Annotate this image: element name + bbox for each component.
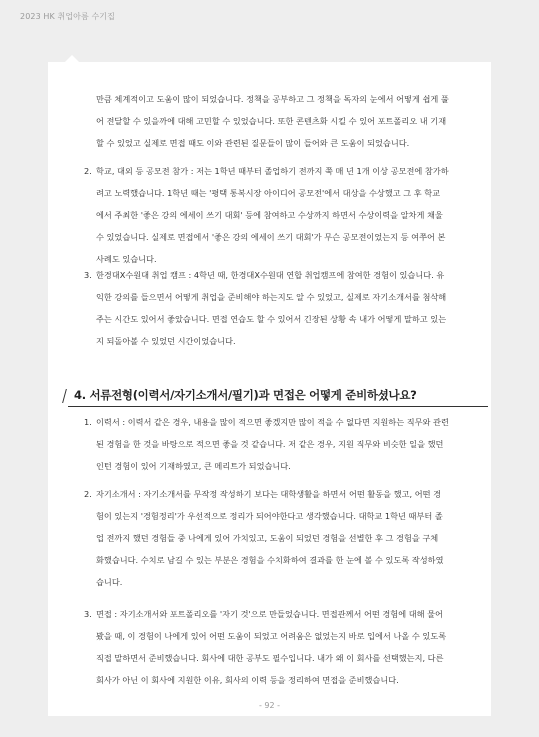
list-line: 된 경험을 한 것을 바탕으로 적으면 좋을 것 같습니다. 저 같은 경우, 지원 직무와 비슷한 일을 했던 (96, 439, 444, 449)
list-line: 인턴 경험이 있어 기재하였고, 큰 메리트가 되었습니다. (96, 461, 291, 471)
heading-underline (68, 406, 488, 407)
list-number: 2. (84, 489, 92, 499)
paragraph-line: 만큼 체계적이고 도움이 많이 되었습니다. 정책을 공부하고 그 정책을 독자의 눈에서 어떻게 쉽게 풀 (96, 94, 449, 104)
list-number: 3. (84, 609, 92, 619)
paragraph-line: 어 전달할 수 있을까에 대해 고민할 수 있었습니다. 또한 콘텐츠화 시킬 수 있어 포트폴리오 내 기재 (96, 116, 447, 126)
list-line: 학교, 대외 등 공모전 참가 : 저는 1학년 때부터 졸업하기 전까지 쭉 매 년 1개 이상 공모전에 참가하 (96, 166, 449, 176)
list-line: 지 되돌아볼 수 있었던 시간이었습니다. (96, 336, 236, 346)
list-line: 수 있었습니다. 실제로 면접에서 '좋은 강의 에세이 쓰기 대회'가 무슨 공모전이었는지 등 여쭈어 본 (96, 232, 446, 242)
list-line: 려고 노력했습니다. 1학년 때는 '평택 통복시장 아이디어 공모전'에서 대상을 수상했고 그 후 학교 (96, 188, 441, 198)
list-line: 이력서 : 이력서 같은 경우, 내용을 많이 적으면 좋겠지만 많이 적을 수 없다면 지원하는 직무와 관련 (96, 417, 449, 427)
list-line: 사례도 있습니다. (96, 254, 157, 264)
list-line: 험이 있는지 '경험정리'가 우선적으로 정리가 되어야한다고 생각했습니다. 대학교 1학년 때부터 졸 (96, 511, 443, 521)
paragraph-line: 할 수 있었고 실제로 면접 때도 이와 관련된 질문들이 많이 들어와 큰 도움이 되었습니다. (96, 138, 410, 148)
question-title: 4. 서류전형(이력서/자기소개서/필기)과 면접은 어떻게 준비하셨나요? (74, 388, 417, 402)
list-line: 면접 : 자기소개서와 포트폴리오를 '자기 것'으로 만들었습니다. 면접관께서 어떤 경험에 대해 물어 (96, 609, 443, 619)
list-line: 업 전까지 했던 경험들 중 나에게 있어 가치있고, 도움이 되었던 경험을 선별한 후 그 경험을 구체 (96, 533, 439, 543)
list-line: 습니다. (96, 577, 123, 587)
list-line: 한경대X수원대 취업 캠프 : 4학년 때, 한경대X수원대 연합 취업캠프에 참여한 경험이 있습니다. 유 (96, 270, 445, 280)
list-line: 에서 주최한 '좋은 강의 에세이 쓰기 대회' 등에 참여하고 수상까지 하면서 수상이력을 알차게 채울 (96, 210, 443, 220)
list-number: 3. (84, 270, 92, 280)
list-line: 봤을 때, 이 경험이 나에게 있어 어떤 도움이 되었고 어려움은 없었는지 바로 입에서 나올 수 있도록 (96, 631, 447, 641)
document-header: 2023 HK 취업아름 수기집 (20, 12, 115, 21)
list-line: 직접 말하면서 준비했습니다. 회사에 대한 공부도 필수입니다. 내가 왜 이 회사를 선택했는지, 다른 (96, 653, 444, 663)
list-line: 자기소개서 : 자기소개서를 무작정 작성하기 보다는 대학생활을 하면서 어떤 활동을 했고, 어떤 경 (96, 489, 442, 499)
page-number: - 92 - (258, 701, 281, 710)
list-number: 1. (84, 417, 92, 427)
list-line: 회사가 아닌 이 회사에 지원한 이유, 회사의 이력 등을 정리하여 면접을 준비했습니다. (96, 675, 399, 685)
list-line: 주는 시간도 있어서 좋았습니다. 면접 연습도 할 수 있어서 긴장된 상황 속 내가 어떻게 말하고 있는 (96, 314, 447, 324)
list-line: 화했습니다. 수치로 남길 수 있는 부분은 경험을 수치화하여 결과를 한 눈에 볼 수 있도록 작성하였 (96, 555, 444, 565)
question-heading (64, 385, 444, 407)
list-number: 2. (84, 166, 92, 176)
list-line: 익한 강의를 들으면서 어떻게 취업을 준비해야 하는지도 알 수 있었고, 실제로 자기소개서를 첨삭해 (96, 292, 447, 302)
